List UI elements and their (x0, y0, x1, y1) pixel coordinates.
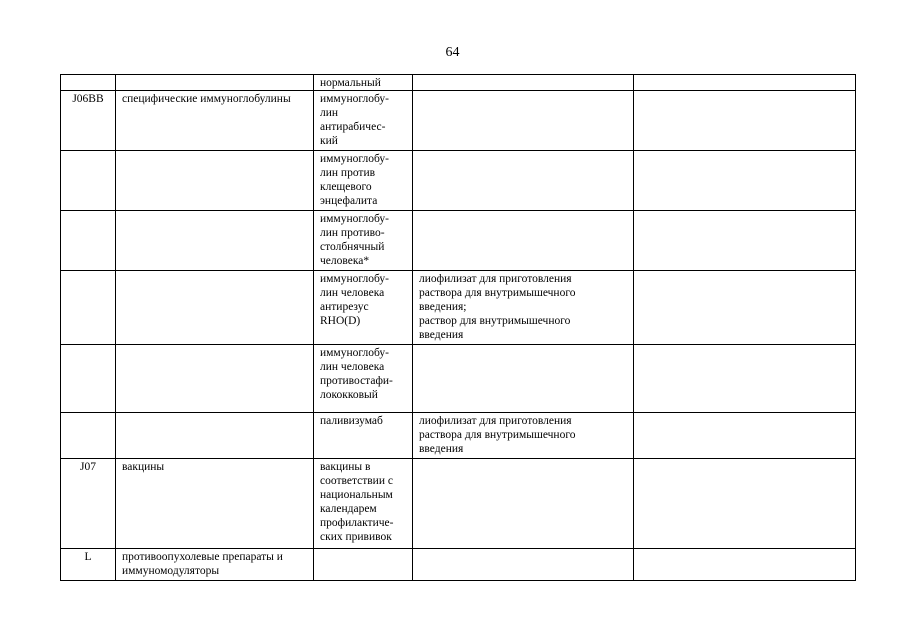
extra-cell (634, 549, 856, 581)
table-row (61, 75, 856, 91)
dosage-form-cell (413, 549, 634, 581)
table-row (61, 345, 856, 413)
extra-cell (634, 459, 856, 549)
dosage-form-cell (413, 75, 634, 91)
extra-cell (634, 413, 856, 459)
dosage-form-cell (413, 211, 634, 271)
extra-cell (634, 211, 856, 271)
atc-code-cell: J07 (61, 459, 116, 549)
atc-code-cell: L (61, 549, 116, 581)
drug-name-cell: иммуноглобу- лин человека противостафи- лококковый (314, 345, 413, 413)
extra-cell (634, 345, 856, 413)
atc-code-cell (61, 413, 116, 459)
atc-group-cell (116, 345, 314, 413)
extra-cell (634, 271, 856, 345)
drug-name-cell: иммуноглобу- лин человека антирезус RHO(D) (314, 271, 413, 345)
atc-code-cell (61, 271, 116, 345)
drug-name-cell: паливизумаб (314, 413, 413, 459)
atc-group-cell: вакцины (116, 459, 314, 549)
dosage-form-cell (413, 345, 634, 413)
drug-name-cell: иммуноглобу- лин антирабичес- кий (314, 91, 413, 151)
drug-name-cell: иммуноглобу- лин против клещевого энцефалита (314, 151, 413, 211)
atc-code-cell (61, 211, 116, 271)
atc-group-cell: специфические иммуноглобулины (116, 91, 314, 151)
drug-name-cell: нормальный (314, 75, 413, 91)
table-row (61, 91, 856, 151)
drug-name-cell: иммуноглобу- лин противо- столбнячный человека* (314, 211, 413, 271)
table-row (61, 151, 856, 211)
table-row (61, 549, 856, 581)
atc-group-cell (116, 75, 314, 91)
table-row (61, 271, 856, 345)
extra-cell (634, 91, 856, 151)
extra-cell (634, 151, 856, 211)
drug-name-cell (314, 549, 413, 581)
dosage-form-cell: лиофилизат для приготовления раствора для внутримышечного введения (413, 413, 634, 459)
dosage-form-cell (413, 151, 634, 211)
extra-cell (634, 75, 856, 91)
page-number: 64 (445, 45, 460, 60)
atc-code-cell (61, 345, 116, 413)
dosage-form-cell (413, 91, 634, 151)
dosage-form-cell (413, 459, 634, 549)
table-row (61, 211, 856, 271)
drug-name-cell: вакцины в соответствии с национальным календарем профилактиче- ских прививок (314, 459, 413, 549)
atc-code-cell (61, 151, 116, 211)
atc-group-cell (116, 151, 314, 211)
atc-group-cell (116, 211, 314, 271)
atc-group-cell: противоопухолевые препараты и иммуномодуляторы (116, 549, 314, 581)
table-row (61, 459, 856, 549)
atc-group-cell (116, 413, 314, 459)
atc-code-cell: J06BB (61, 91, 116, 151)
atc-code-cell (61, 75, 116, 91)
atc-group-cell (116, 271, 314, 345)
dosage-form-cell: лиофилизат для приготовления раствора для внутримышечного введения; раствор для внутримышечного введения (413, 271, 634, 345)
drug-table (60, 74, 856, 581)
table-row (61, 413, 856, 459)
